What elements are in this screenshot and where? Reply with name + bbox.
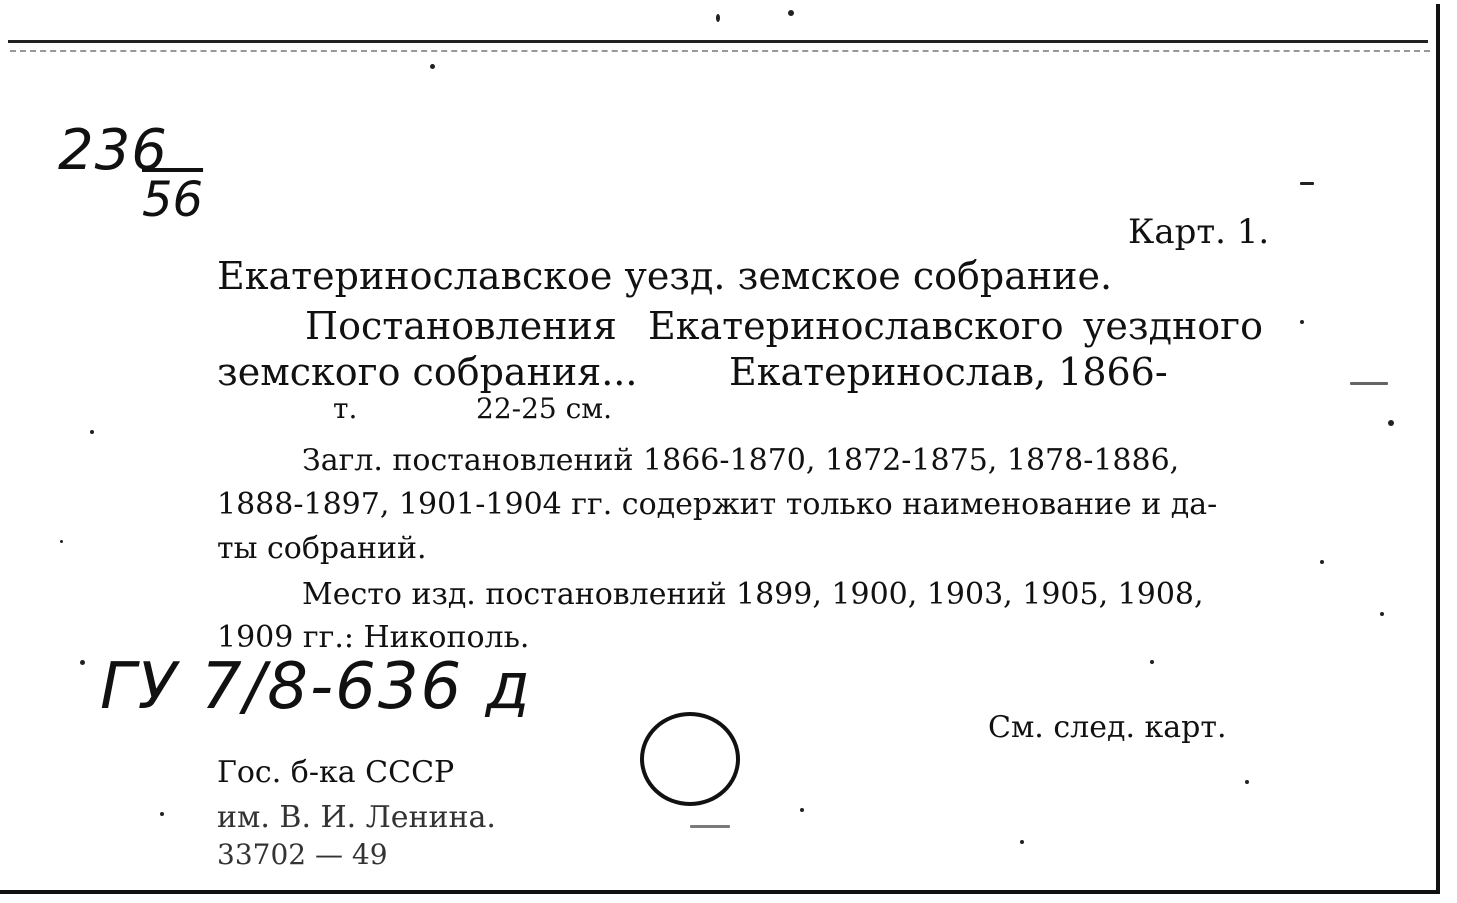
speck — [690, 825, 730, 828]
note-line: Место изд. постановлений 1899, 1900, 1903, 1905, 1908, — [302, 577, 1204, 612]
printing-number: 33702 — 49 — [217, 838, 388, 871]
card-bottom-border — [0, 890, 1440, 894]
handwritten-shelf-mark: ГУ 7/8-636 д — [100, 650, 532, 724]
speck — [1388, 420, 1394, 426]
note-line: 1909 гг.: Никополь. — [217, 620, 530, 655]
speck — [1300, 320, 1304, 324]
speck — [788, 10, 794, 16]
speck — [160, 812, 164, 816]
collation-volumes: т. — [333, 392, 358, 425]
speck — [1150, 660, 1154, 664]
library-name-2: им. В. И. Ленина. — [217, 800, 496, 835]
speck — [1320, 560, 1324, 564]
speck — [800, 808, 804, 812]
speck — [80, 660, 85, 665]
speck — [716, 14, 720, 22]
speck — [430, 64, 435, 69]
speck — [1245, 780, 1249, 784]
circle-stamp — [640, 712, 740, 806]
library-name: Гос. б-ка СССР — [217, 755, 455, 790]
speck — [60, 540, 63, 543]
note-line: 1888-1897, 1901-1904 гг. содержит только наименование и да- — [217, 487, 1218, 522]
speck — [1380, 612, 1384, 616]
speck — [90, 430, 94, 434]
speck — [1300, 182, 1314, 185]
see-next-card: См. след. карт. — [988, 710, 1227, 745]
note-line: ты собраний. — [217, 531, 427, 566]
corporate-heading: Екатеринославское уезд. земское собрание. — [217, 254, 1113, 298]
title-line2-part1: земского собрания... — [217, 350, 638, 394]
title-line2-imprint: Екатеринослав, 1866- — [729, 350, 1168, 394]
note-line: Загл. постановлений 1866-1870, 1872-1875, 1878-1886, — [302, 443, 1180, 478]
handwritten-call-number-bottom: 56 — [142, 172, 204, 228]
card-number: Карт. 1. — [1128, 212, 1270, 252]
collation-size: 22-25 см. — [476, 392, 612, 425]
speck — [1350, 382, 1388, 385]
title-line1-word1: Постановления — [305, 304, 617, 348]
title-line1-word2: Екатеринославского — [648, 304, 1064, 348]
speck — [1020, 840, 1024, 844]
card-right-border — [1436, 4, 1440, 894]
card-top-border — [8, 40, 1428, 43]
handwritten-call-number-top: 236 — [58, 118, 168, 183]
card-top-dashed-line — [10, 50, 1430, 52]
title-line1-word3: уездного — [1083, 304, 1263, 348]
